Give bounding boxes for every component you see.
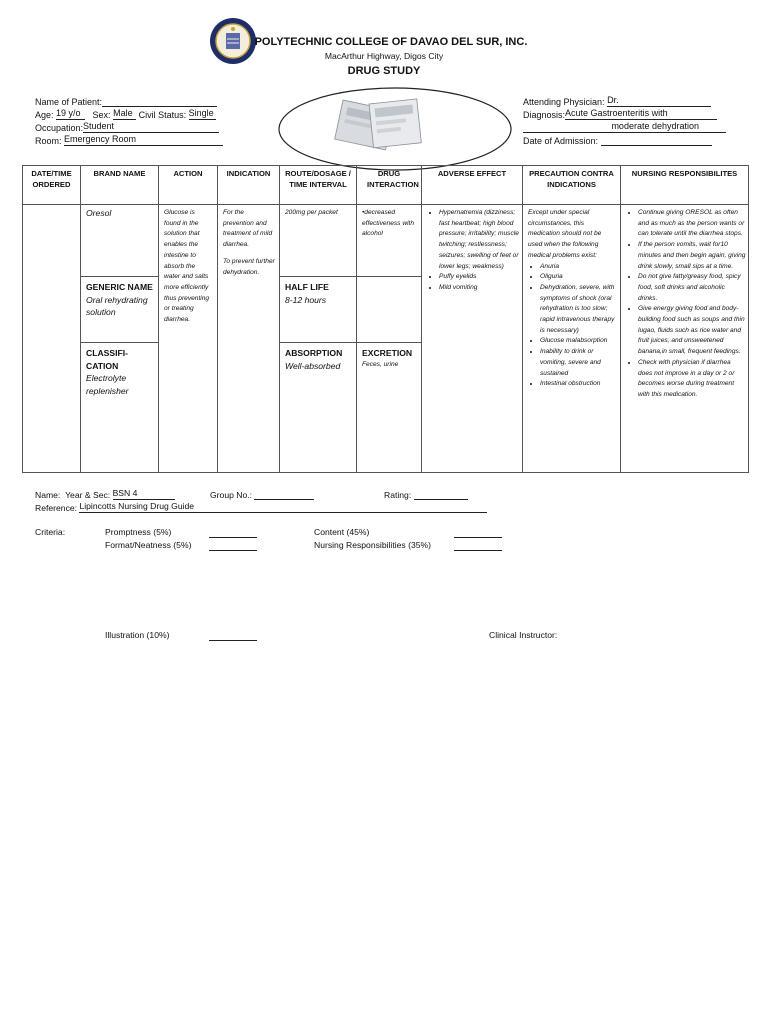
precaution-cell (523, 205, 621, 473)
reference-value: Lipincotts Nursing Drug Guide (79, 501, 487, 513)
promptness-row (105, 527, 171, 537)
list-item: • Glucose malabsorption (540, 336, 618, 347)
rating-row (384, 488, 468, 500)
age-value: 19 y/o (56, 108, 85, 120)
nursing-resp-label: Nursing Responsibilities (35%) (314, 540, 432, 550)
sex-label: Sex: (92, 110, 111, 120)
criteria-label: Criteria: (35, 527, 66, 537)
list-item: • Do not give fatty/greasy food, spicy food, soft drinks and alcoholic drinks. (638, 272, 746, 304)
precaution-intro: Except under special circumstances, this medication should not be used when the following medical problems exist: (528, 209, 602, 259)
civil-status-label: Civil Status: (138, 110, 187, 120)
age-label: Age: (35, 110, 54, 120)
college-name: POLYTECHNIC COLLEGE OF DAVAO DEL SUR, INC. (254, 36, 528, 48)
list-item: • Oliguria (540, 272, 618, 283)
nursing-resp-line (454, 550, 502, 551)
document-title: DRUG STUDY (347, 65, 421, 77)
list-item: • Puffy eyelids (439, 272, 520, 283)
col-nursing: NURSING RESPONSIBILITES (621, 166, 749, 205)
list-item: • Inability to drink or vomiting, severe and sustained (540, 347, 618, 379)
col-adverse-effect: ADVERSE EFFECT (422, 166, 523, 205)
list-item: • Hypernatremia (dizziness; fast heartbeat; high blood pressure; irritability; muscle twitching; restlessness; seizures; swelling of feet or lower legs; weakness) (439, 208, 520, 272)
group-label: Group No.: (210, 490, 253, 500)
col-drug-interaction: DRUG INTERACTION (357, 166, 422, 205)
content-line (454, 537, 502, 538)
sex-value: Male (113, 108, 136, 120)
reference-row (35, 501, 487, 513)
promptness-label: Promptness (5%) (105, 527, 172, 537)
occupation-label: Occupation: (35, 123, 84, 133)
diagnosis-value: Acute Gastroenteritis with (565, 108, 717, 120)
rating-value (414, 488, 468, 500)
generic-name-label: GENERIC NAME (86, 282, 153, 292)
indication-cell (218, 205, 280, 473)
nursing-cell (621, 205, 749, 473)
half-life-value: 8-12 hours (285, 294, 327, 305)
list-item: • Intestinal obstruction (540, 379, 618, 390)
reference-label: Reference: (35, 503, 78, 513)
admission-label: Date of Admission: (523, 136, 599, 146)
patient-room-row (35, 134, 223, 146)
route-cell (280, 205, 357, 277)
precaution-list (523, 262, 620, 390)
room-value: Emergency Room (64, 134, 223, 146)
group-row (210, 488, 314, 500)
format-line (209, 550, 257, 551)
col-brand-name: BRAND NAME (81, 166, 159, 205)
college-address: MacArthur Highway, Digos City (324, 51, 444, 61)
absorption-value: Well-absorbed (285, 360, 341, 371)
student-name-label: Name: (35, 490, 61, 500)
excretion-label: EXCRETION (362, 348, 413, 358)
clinical-instructor-label: Clinical Instructor: (489, 630, 558, 640)
list-item: • If the person vomits, wait for10 minutes and then begin again, giving drink slowly, small sips at a time. (638, 240, 746, 272)
patient-age-row (35, 108, 216, 120)
excretion-value: Feces, urine (362, 360, 399, 368)
rating-label: Rating: (384, 490, 412, 500)
list-item: • Mild vomiting (439, 283, 520, 294)
action-cell (159, 205, 218, 473)
oresol-packet-icon (277, 86, 513, 172)
diagnosis-continuation: moderate dehydration (611, 121, 699, 131)
physician-label: Attending Physician: (523, 97, 605, 107)
diagnosis-row-2 (523, 121, 726, 133)
diagnosis-label: Diagnosis: (523, 110, 566, 120)
action-text: Glucose is found in the solution that enables the intestine to absorb the water and salts more efficiently thus preventing or treating diarrhea. (164, 209, 210, 324)
interaction-cell-lower (357, 277, 422, 343)
generic-name-value: Oral rehydrating solution (86, 294, 148, 317)
indication-text-2: To prevent further dehydration. (223, 257, 275, 276)
drug-study-table (22, 165, 749, 473)
interaction-value: •decreased effectiveness with alcohol (362, 209, 415, 238)
group-value (254, 488, 314, 500)
half-life-cell (280, 277, 357, 343)
content-label: Content (45%) (314, 527, 370, 537)
list-item: • Anuria (540, 262, 618, 273)
format-label: Format/Neatness (5%) (105, 540, 192, 550)
drug-illustration (277, 86, 513, 172)
interaction-cell (357, 205, 422, 277)
content-row (314, 527, 369, 537)
indication-text-1: For the prevention and treatment of mild diarrhea. (223, 209, 273, 249)
year-sec-value: BSN 4 (113, 488, 175, 500)
col-precaution: PRECAUTION CONTRAINDICATIONS (523, 166, 621, 205)
illustration-line (209, 640, 257, 641)
classification-label: CLASSIFI-CATION (86, 348, 129, 371)
list-item: • Dehydration, severe, with symptoms of shock (oral rehydration is too slow; rapid intravenous therapy is necessary) (540, 283, 618, 337)
generic-name-cell (81, 277, 159, 343)
room-label: Room: (35, 136, 62, 146)
absorption-cell (280, 343, 357, 473)
admission-row (523, 134, 712, 146)
nursing-list (621, 205, 748, 401)
occupation-value: Student (83, 121, 219, 133)
list-item: • Check with physician if diarrhea does not improve in a day or 2 or becomes worse during treatment with this medication. (638, 358, 746, 401)
admission-value (601, 134, 712, 146)
illustration-row (105, 630, 169, 640)
excretion-cell (357, 343, 422, 473)
adverse-effect-list (422, 205, 522, 294)
format-row (105, 540, 191, 550)
brand-name-value: Oresol (86, 208, 112, 218)
student-row (35, 488, 175, 500)
classification-value: Electrolyte replenisher (86, 373, 129, 396)
nursing-resp-row (314, 540, 431, 550)
route-value: 200mg per packet (285, 209, 338, 216)
diagnosis-row (523, 108, 717, 120)
col-date-time: DATE/TIME ORDERED (23, 166, 81, 205)
physician-row (523, 95, 711, 107)
half-life-label: HALF LIFE (285, 282, 329, 292)
physician-value: Dr. (607, 95, 711, 107)
patient-name-value (102, 95, 217, 107)
patient-name-label: Name of Patient: (35, 97, 103, 107)
absorption-label: ABSORPTION (285, 348, 343, 358)
patient-name-row (35, 95, 217, 107)
col-action: ACTION (159, 166, 218, 205)
table-header-row (23, 166, 749, 205)
col-indication: INDICATION (218, 166, 280, 205)
adverse-effect-cell (422, 205, 523, 473)
civil-status-value: Single (188, 108, 214, 118)
list-item: • Continue giving ORESOL as often and as much as the person wants or can tolerate until the diarrhea stops. (638, 208, 746, 240)
classification-cell (81, 343, 159, 473)
illustration-label: Illustration (10%) (105, 630, 170, 640)
brand-name-cell (81, 205, 159, 277)
list-item: • Give energy giving food and body-building food such as soups and thin lugao, fluids such as rice water and fruit juices; and unsweetened banana,in small, frequent feedings. (638, 304, 746, 358)
year-sec-label: Year & Sec: (65, 490, 111, 500)
patient-occupation-row (35, 121, 219, 133)
col-route: ROUTE/DOSAGE / TIME INTERVAL (280, 166, 357, 205)
promptness-line (209, 537, 257, 538)
date-time-cell (23, 205, 81, 473)
diagnosis-value-2 (523, 121, 726, 133)
